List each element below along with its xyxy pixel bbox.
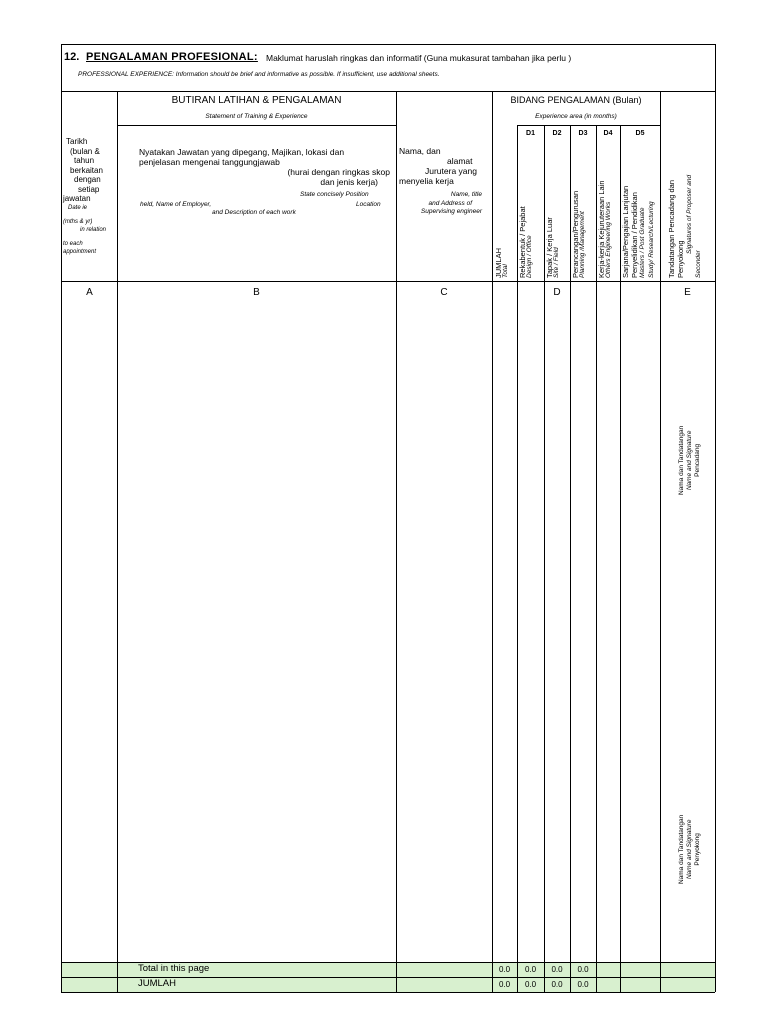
col-b-subtitle: Statement of Training & Experience — [205, 113, 308, 120]
col-b-line: Nyatakan Jawatan yang dipegang, Majikan, lokasi dan — [139, 147, 345, 157]
code-d4: D4 — [603, 130, 613, 137]
section-number: 12. — [64, 51, 80, 63]
col-c-line: menyelia kerja — [399, 176, 454, 186]
vertical-other-works — [598, 180, 613, 278]
col-d-title: BIDANG PENGALAMAN (Bulan) — [510, 95, 642, 105]
vertical-label: Tandatangan Pencadang dan — [667, 179, 676, 278]
col-c-line: alamat — [447, 156, 473, 166]
col-a-en: (mths & yr) — [63, 218, 93, 225]
col-a-line: berkaitan — [70, 165, 103, 175]
code-d5: D5 — [635, 130, 645, 137]
vertical-label-en: Masters / Post Graduate — [639, 207, 646, 278]
col-a-line: (bulan & — [70, 146, 100, 156]
col-b-line: dan jenis kerja) — [320, 177, 378, 187]
vertical-site — [546, 217, 561, 278]
vertical-label: Penyokong — [676, 240, 685, 278]
col-c-line: Nama, dan — [399, 146, 441, 156]
vertical-postgraduate — [622, 186, 656, 278]
col-a-line: jawatan — [63, 194, 91, 203]
proposer-line: Nama dan Tandatangan — [678, 425, 685, 495]
col-c-header — [398, 146, 488, 186]
total-value-d3: 0.0 — [577, 965, 589, 974]
sum-label: JUMLAH — [138, 978, 177, 989]
vertical-signatures — [667, 175, 703, 278]
col-a-en: in relation — [80, 226, 107, 233]
proposer-signature-label — [678, 426, 702, 495]
column-header-bottom — [61, 281, 715, 282]
vertical-planning — [572, 191, 587, 278]
seconder-line: Name and Signature — [686, 819, 693, 880]
vertical-label-en: Planning /Management — [578, 211, 586, 278]
col-e-letter: E — [684, 287, 691, 298]
vertical-label: Sarjana/Pengajian Lanjutan — [621, 185, 630, 278]
vertical-total — [495, 248, 510, 278]
border-right — [715, 44, 716, 992]
col-b-en: and Description of each work — [212, 209, 296, 216]
vertical-label: Penyelidikan / Pendidikan — [629, 192, 639, 278]
col-a-letter: A — [86, 287, 93, 298]
border-bottom — [61, 992, 715, 993]
col-a-en: appointment — [63, 248, 97, 255]
col-line-ab — [117, 91, 118, 992]
col-a-line: Tarikh — [66, 137, 88, 146]
vertical-label-en: Design / Office — [525, 235, 533, 278]
col-b-header — [118, 147, 392, 187]
section-english: PROFESSIONAL EXPERIENCE: Information should be brief and informative as possible. If insufficient, use additional sheets. — [78, 71, 440, 78]
total-value-d1: 0.0 — [524, 965, 537, 974]
section-title: PENGALAMAN PROFESIONAL: — [86, 51, 258, 63]
col-a-header — [62, 137, 116, 256]
col-b-en: Location — [356, 201, 381, 208]
header-divider — [61, 91, 715, 92]
proposer-line: Pencadang — [694, 443, 701, 477]
code-d2: D2 — [552, 130, 562, 137]
total-value-d2: 0.0 — [551, 965, 563, 974]
vertical-label-en: Study/ Research/Lecturing — [647, 201, 655, 278]
sum-value-d2: 0.0 — [551, 980, 563, 989]
section-intro: Maklumat haruslah ringkas dan informatif (Guna mukasurat tambahan jika perlu ) — [266, 53, 572, 63]
col-line-cd — [492, 91, 493, 992]
border-top — [61, 44, 715, 45]
col-c-line: Jurutera yang — [425, 166, 477, 176]
col-b-en: State concisely Position — [300, 191, 369, 198]
vertical-design — [519, 206, 534, 278]
seconder-signature-label — [678, 815, 702, 884]
col-line-de — [660, 91, 661, 992]
column-b-subheader-line — [117, 125, 396, 126]
seconder-line: Penyokong — [694, 833, 701, 866]
total-page-label: Total in this page — [138, 963, 210, 974]
col-d-letter: D — [553, 287, 561, 298]
col-b-en: held, Name of Employer, — [140, 201, 212, 208]
code-d1: D1 — [526, 130, 535, 137]
sum-value-total: 0.0 — [498, 980, 511, 989]
col-a-line: dengan — [74, 175, 101, 184]
vertical-label-en: Signatures of Proposer and — [686, 174, 693, 254]
vertical-label: Rekabentuk / Pejabat — [518, 206, 527, 278]
col-a-en: to each — [63, 240, 83, 247]
vertical-label-en: Seconder — [695, 250, 702, 278]
vertical-label-en: Total — [501, 264, 509, 278]
vertical-label-en: Site / Field — [552, 247, 560, 278]
col-a-en: Date ie — [68, 204, 88, 211]
vertical-label: Kerja-kerja Kejuruteraan Lain — [597, 180, 606, 278]
col-a-line: tahun — [74, 156, 95, 165]
vertical-label: Tapak / Kerja Luar — [545, 217, 554, 278]
col-b-title: BUTIRAN LATIHAN & PENGALAMAN — [171, 95, 342, 106]
col-b-line: penjelasan mengenai tanggungjawab — [139, 157, 280, 167]
vertical-label: Perancangan/Pengurusan — [571, 190, 580, 278]
col-b-line: (hurai dengan ringkas skop — [287, 167, 390, 177]
proposer-line: Name and Signature — [686, 430, 693, 491]
code-d3: D3 — [578, 130, 588, 137]
col-line-bc — [396, 91, 397, 992]
col-c-letter: C — [440, 287, 448, 298]
column-d-subheader-line — [517, 125, 660, 126]
seconder-line: Nama dan Tandatangan — [678, 814, 685, 884]
col-a-line: setiap — [78, 184, 100, 194]
col-c-en-line: and Address of — [428, 199, 472, 207]
vertical-label: JUMLAH — [494, 247, 503, 278]
sum-value-d1: 0.0 — [524, 980, 537, 989]
col-c-en-line: Name, title — [450, 191, 482, 198]
col-c-en — [398, 191, 482, 217]
sum-value-d3: 0.0 — [577, 980, 589, 989]
col-d-subtitle: Experience area (in months) — [535, 113, 617, 120]
vertical-label-en: Others Engineering Works — [604, 201, 612, 278]
col-b-letter: B — [253, 287, 260, 298]
col-c-en-line: Supervising engineer — [420, 208, 482, 215]
total-value-total: 0.0 — [498, 965, 511, 974]
